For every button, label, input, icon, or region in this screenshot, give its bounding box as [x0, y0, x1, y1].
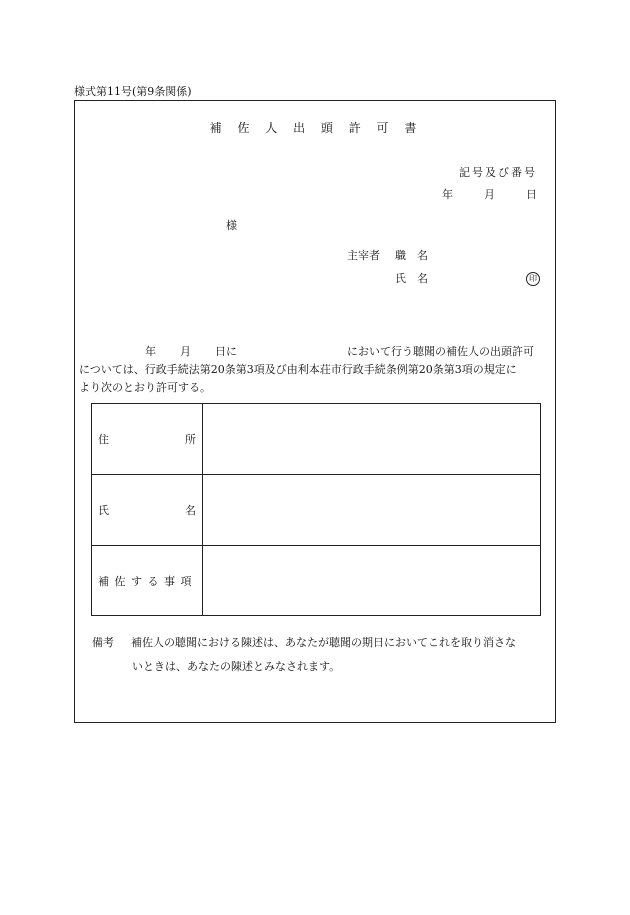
hearing-place-suffix: において行う聴聞の補佐人の出頭許可 [347, 345, 534, 358]
addressee-suffix: 様 [226, 219, 237, 232]
form-id: 様式第11号(第9条関係) [74, 85, 192, 98]
date-month-label: 月 [484, 188, 495, 201]
matters-label-cell: 補 佐 す る 事 項 [92, 546, 203, 615]
address-label-cell: 住 所 [92, 404, 203, 474]
form-frame [74, 100, 556, 723]
hearing-month-label: 月 [180, 345, 191, 358]
table-row-matters [92, 546, 540, 615]
permission-text [79, 343, 555, 397]
table-row-name [92, 475, 540, 546]
form-title: 補 佐 人 出 頭 許 可 書 [209, 121, 423, 135]
hearing-day-label: 日に [215, 345, 237, 358]
seal-mark: 印 [526, 272, 540, 286]
table-row-address [92, 404, 540, 475]
permission-text-line3: より次のとおり許可する。 [79, 381, 211, 394]
date-year-label: 年 [442, 188, 453, 201]
remarks-label: 備考 [92, 636, 114, 649]
reference-number-label: 記号及び番号 [459, 166, 537, 179]
date-day-label: 日 [526, 188, 537, 201]
permission-text-line1 [79, 343, 555, 361]
name-value-cell[interactable] [203, 475, 540, 545]
sponsor-label: 主宰者 [347, 249, 380, 262]
remarks-line1: 備考 補佐人の聴聞における陳述は、あなたが聴聞の期日においてこれを取り消さな [92, 636, 516, 649]
hearing-year-label: 年 [145, 345, 156, 358]
sponsor-title-label: 職 名 [395, 249, 428, 262]
permission-text-line2: については、行政手続法第20条第3項及び由利本荘市行政手続条例第20条第3項の規定に [79, 363, 517, 376]
issue-date [442, 189, 537, 200]
assistant-details-table [91, 403, 541, 616]
matters-value-cell[interactable] [203, 546, 540, 615]
name-label-cell: 氏 名 [92, 475, 203, 545]
address-value-cell[interactable] [203, 404, 540, 474]
remarks [92, 631, 552, 679]
remarks-line2: いときは、あなたの陳述とみなされます。 [132, 660, 341, 673]
sponsor-name-label: 氏 名 [395, 272, 428, 285]
